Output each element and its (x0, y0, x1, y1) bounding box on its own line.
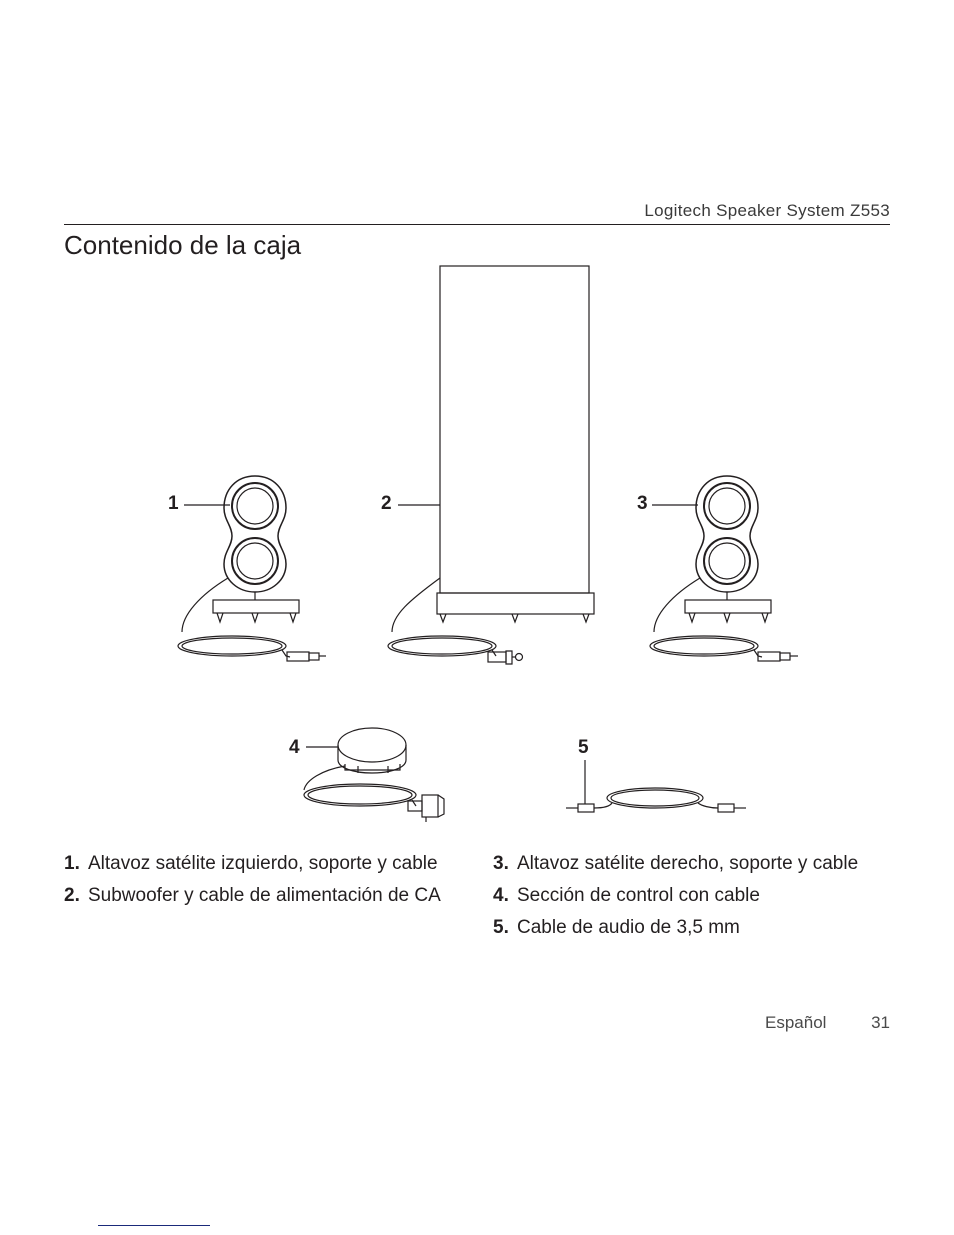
contents-list-left (64, 852, 444, 916)
list-item-text: Subwoofer y cable de alimentación de CA (88, 885, 441, 906)
list-item (64, 884, 444, 908)
list-item-number: 1. (64, 853, 80, 874)
right-satellite-speaker (650, 476, 798, 661)
list-item (493, 916, 913, 940)
callout-4: 4 (289, 737, 300, 758)
wired-control-pod (304, 728, 444, 822)
list-item-number: 3. (493, 853, 509, 874)
audio-cable-3-5mm (566, 788, 746, 812)
list-item-text: Cable de audio de 3,5 mm (517, 917, 740, 938)
list-item-text: Sección de control con cable (517, 885, 760, 906)
page-number: 31 (871, 1013, 890, 1032)
contents-list-right (493, 852, 913, 948)
list-item-text: Altavoz satélite izquierdo, soporte y cable (88, 853, 438, 874)
callout-2: 2 (381, 493, 392, 514)
list-item (64, 852, 444, 876)
list-item-text: Altavoz satélite derecho, soporte y cable (517, 853, 859, 874)
section-title: Contenido de la caja (64, 230, 302, 260)
list-item-number: 2. (64, 885, 80, 906)
subwoofer (388, 266, 594, 664)
list-item-number: 5. (493, 917, 509, 938)
callout-1: 1 (168, 493, 179, 514)
list-item (493, 884, 913, 908)
list-item (493, 852, 913, 876)
footer-language: Español (765, 1013, 827, 1032)
callout-3: 3 (637, 493, 648, 514)
list-item-number: 4. (493, 885, 509, 906)
header-product-name: Logitech Speaker System Z553 (644, 201, 890, 220)
bottom-link-rule (98, 1225, 210, 1226)
left-satellite-speaker (178, 476, 326, 661)
callout-5: 5 (578, 737, 589, 758)
